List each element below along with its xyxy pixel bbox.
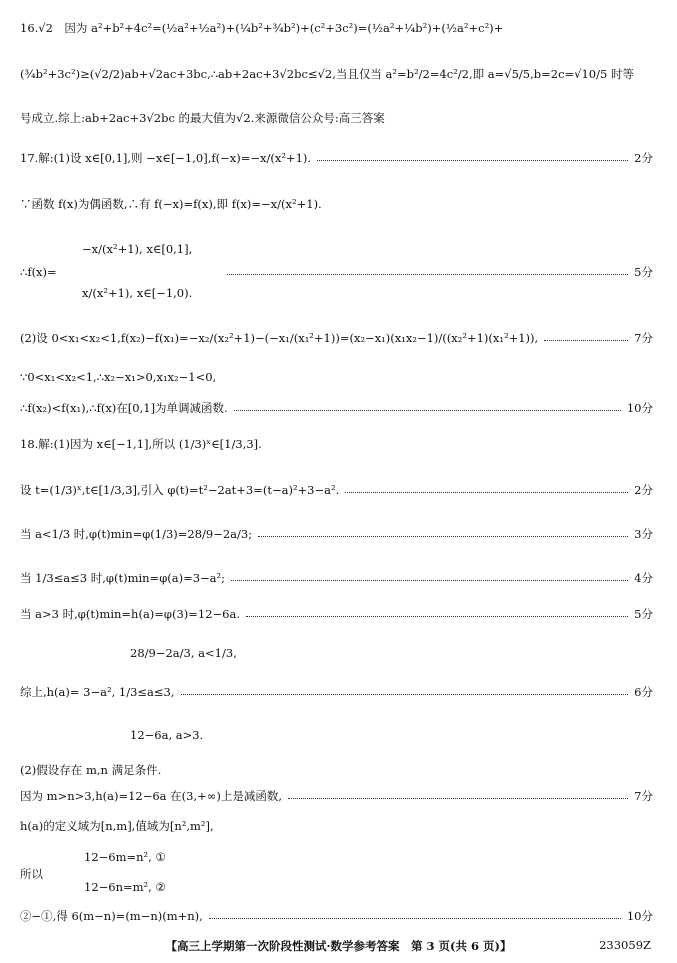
p17-line-7: ∵0<x₁<x₂<1,∴x₂−x₁>0,x₁x₂−1<0, bbox=[20, 370, 217, 384]
p17-line-4-text: ∴f(x)= bbox=[20, 265, 57, 279]
p18-line-1: 18.解:(1)因为 x∈[−1,1],所以 (1/3)ˣ∈[1/3,3]. bbox=[20, 437, 262, 451]
dot-leader bbox=[209, 918, 621, 919]
dot-leader bbox=[317, 160, 628, 161]
p18-line-3-score: 3分 bbox=[634, 527, 653, 541]
dot-leader bbox=[231, 580, 628, 581]
p17-line-1-text: 17.解:(1)设 x∈[0,1],则 −x∈[−1,0],f(−x)=−x/(x²+1). bbox=[20, 151, 312, 165]
p17-line-4 bbox=[20, 264, 653, 280]
p17-case-1: −x/(x²+1), x∈[0,1], bbox=[82, 242, 193, 256]
p18-line-3-text: 当 a<1/3 时,φ(t)min=φ(1/3)=28/9−2a/3; bbox=[20, 527, 253, 541]
p16-line-3: 号成立.综上:ab+2ac+3√2bc 的最大值为√2.来源微信公众号:高三答案 bbox=[20, 111, 385, 125]
p18-line-4 bbox=[20, 570, 653, 586]
dot-leader bbox=[345, 492, 628, 493]
p18-line-11: h(a)的定义域为[n,m],值域为[n²,m²], bbox=[20, 819, 214, 833]
p17-case-2: x/(x²+1), x∈[−1,0). bbox=[82, 286, 193, 300]
p18-line-2 bbox=[20, 482, 653, 498]
p17-line-8-text: ∴f(x₂)<f(x₁),∴f(x)在[0,1]为单调减函数. bbox=[20, 401, 228, 415]
p18-line-5-score: 5分 bbox=[634, 607, 653, 621]
dot-leader bbox=[227, 274, 629, 275]
p18-line-2-score: 2分 bbox=[634, 483, 653, 497]
p18-line-15-text: ②−①,得 6(m−n)=(m−n)(m+n), bbox=[20, 909, 203, 923]
dot-leader bbox=[234, 410, 621, 411]
p17-line-1-score: 2分 bbox=[634, 151, 653, 165]
p17-line-8 bbox=[20, 400, 653, 416]
p18-case-3: 12−6a, a>3. bbox=[130, 728, 204, 742]
dot-leader bbox=[246, 616, 628, 617]
p17-line-2: ∵函数 f(x)为偶函数,∴有 f(−x)=f(x),即 f(x)=−x/(x²+1). bbox=[20, 197, 322, 211]
p16-line-1: 16.√2 因为 a²+b²+4c²=(½a²+½a²)+(¼b²+¾b²)+(c²+3c²)=(½a²+¼b²)+(½a²+c²)+ bbox=[20, 21, 504, 35]
p18-line-13: 所以 bbox=[20, 867, 43, 881]
p18-line-7-text: 综上,h(a)= 3−a², 1/3≤a≤3, bbox=[20, 685, 175, 699]
p17-line-8-score: 10分 bbox=[626, 401, 653, 415]
p17-line-4-score: 5分 bbox=[634, 265, 653, 279]
footer-code: 233059Z bbox=[599, 938, 651, 952]
p18-line-5 bbox=[20, 606, 653, 622]
p16-line-2: (¾b²+3c²)≥(√2/2)ab+√2ac+3bc,∴ab+2ac+3√2bc≤√2,当且仅当 a²=b²/2=4c²/2,即 a=√5/5,b=2c=√10/5 时等 bbox=[20, 67, 634, 81]
p18-line-15-score: 10分 bbox=[626, 909, 653, 923]
dot-leader bbox=[258, 536, 628, 537]
footer-title: 【高三上学期第一次阶段性测试·数学参考答案 第 3 页(共 6 页)】 bbox=[165, 939, 512, 953]
p18-system-1: 12−6m=n², ① bbox=[84, 850, 166, 864]
dot-leader bbox=[544, 340, 628, 341]
p17-line-1 bbox=[20, 150, 653, 166]
p18-line-15 bbox=[20, 908, 653, 924]
p18-line-7 bbox=[20, 684, 653, 700]
p17-line-6 bbox=[20, 330, 653, 346]
dot-leader bbox=[288, 798, 628, 799]
p18-line-10-score: 7分 bbox=[634, 789, 653, 803]
p18-line-2-text: 设 t=(1/3)ˣ,t∈[1/3,3],引入 φ(t)=t²−2at+3=(t−a)²+3−a². bbox=[20, 483, 340, 497]
p18-line-9: (2)假设存在 m,n 满足条件. bbox=[20, 763, 162, 777]
p18-line-7-score: 6分 bbox=[634, 685, 653, 699]
p18-system-2: 12−6n=m², ② bbox=[84, 880, 166, 894]
p18-line-10 bbox=[20, 788, 653, 804]
p18-line-5-text: 当 a>3 时,φ(t)min=h(a)=φ(3)=12−6a. bbox=[20, 607, 240, 621]
p18-line-10-text: 因为 m>n>3,h(a)=12−6a 在(3,+∞)上是减函数, bbox=[20, 789, 282, 803]
p17-line-6-text: (2)设 0<x₁<x₂<1,f(x₂)−f(x₁)=−x₂/(x₂²+1)−(−x₁/(x₁²+1))=(x₂−x₁)(x₁x₂−1)/((x₂²+1)(x₁²+1)), bbox=[20, 331, 539, 345]
p18-case-1: 28/9−2a/3, a<1/3, bbox=[130, 646, 237, 660]
p18-line-4-score: 4分 bbox=[634, 571, 653, 585]
p17-line-6-score: 7分 bbox=[634, 331, 653, 345]
dot-leader bbox=[181, 694, 629, 695]
p18-line-3 bbox=[20, 526, 653, 542]
p18-line-4-text: 当 1/3≤a≤3 时,φ(t)min=φ(a)=3−a²; bbox=[20, 571, 226, 585]
